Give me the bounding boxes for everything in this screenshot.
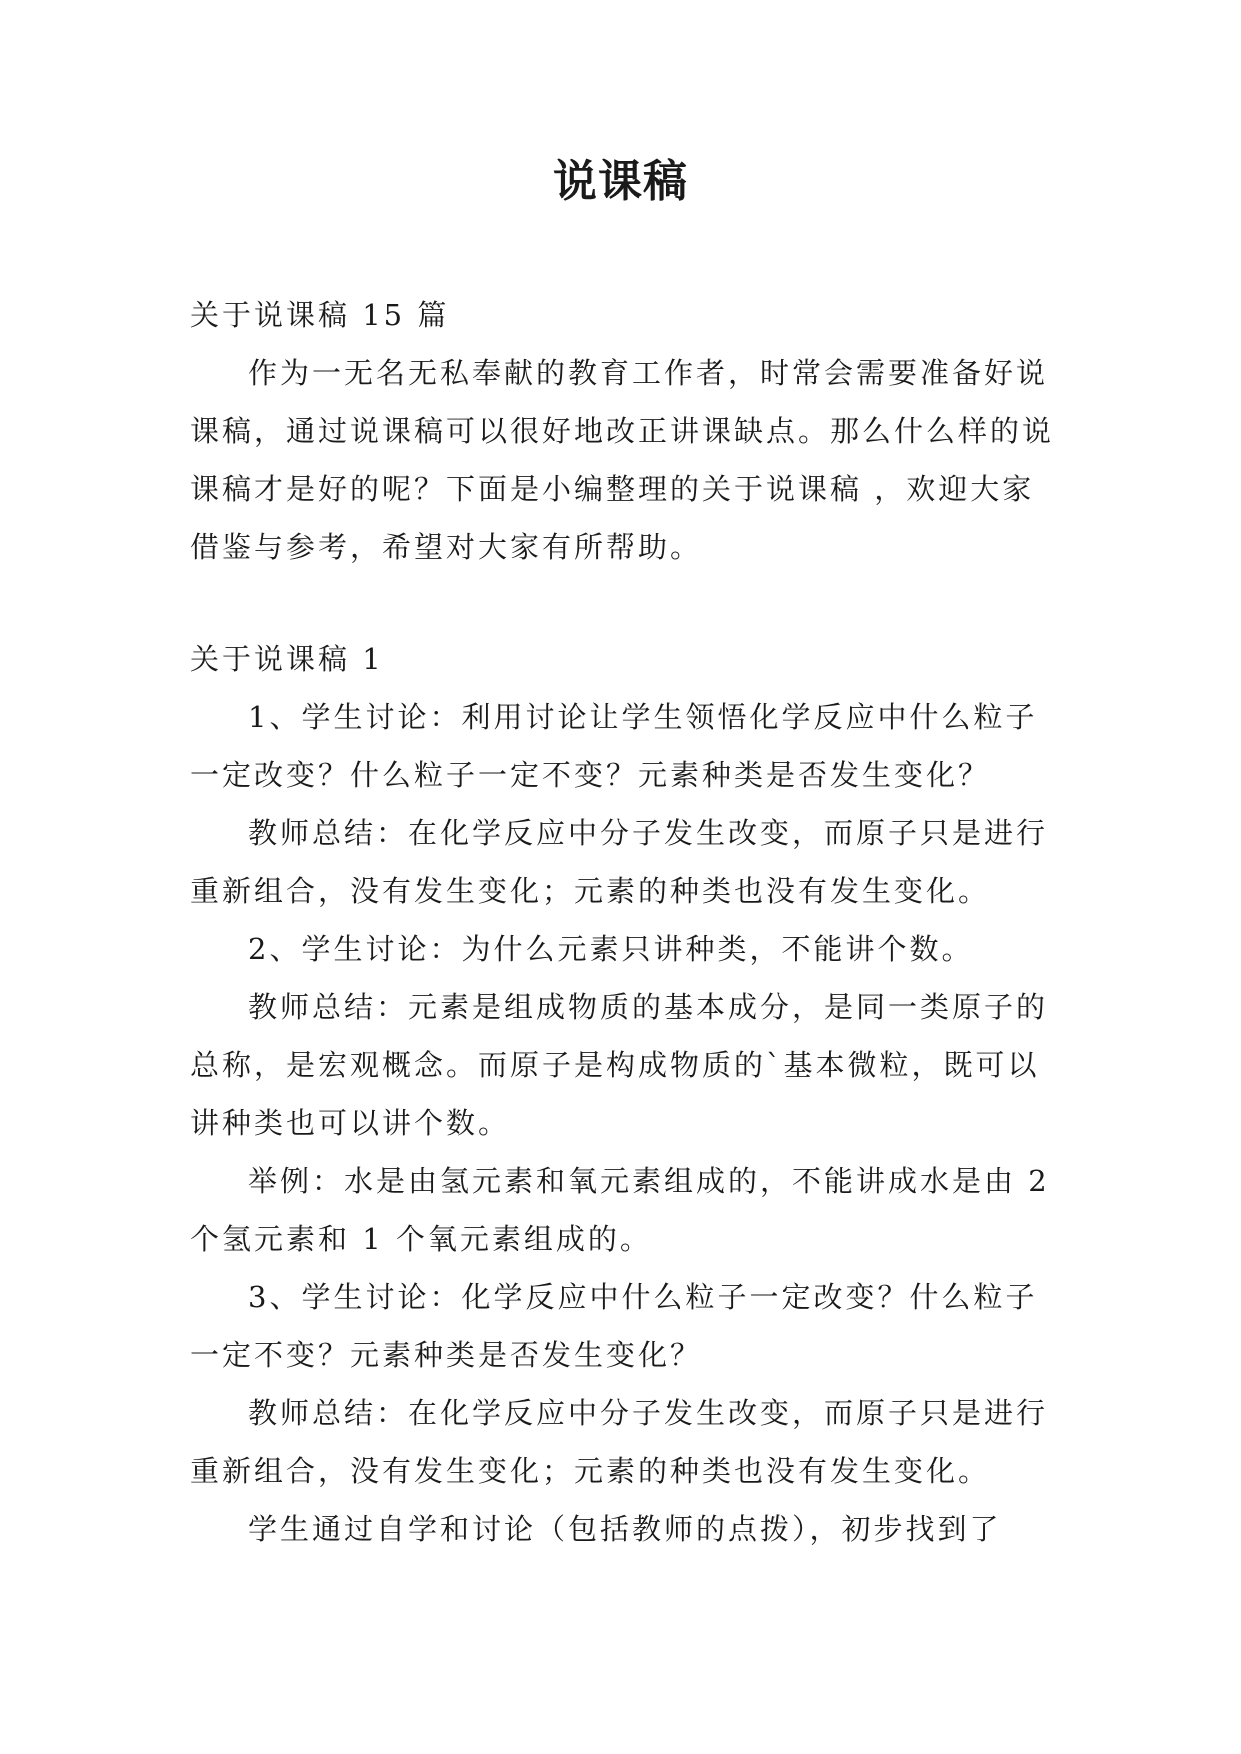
section-block xyxy=(190,630,1060,1558)
intro-block xyxy=(190,286,1060,576)
intro-heading: 关于说课稿 15 篇 xyxy=(190,298,450,332)
paragraph: 举例：水是由氢元素和氧元素组成的，不能讲成水是由 2 个氢元素和 1 个氧元素组成的。 xyxy=(190,1164,1050,1256)
paragraph: 2、学生讨论：为什么元素只讲种类，不能讲个数。 xyxy=(248,932,974,966)
section-heading: 关于说课稿 1 xyxy=(190,642,384,676)
paragraph: 教师总结：在化学反应中分子发生改变，而原子只是进行重新组合，没有发生变化；元素的种类也没有发生变化。 xyxy=(190,1396,1049,1488)
paragraph: 教师总结：在化学反应中分子发生改变，而原子只是进行重新组合，没有发生变化；元素的种类也没有发生变化。 xyxy=(190,816,1049,908)
paragraph: 学生通过自学和讨论（包括教师的点拨），初步找到了 xyxy=(248,1512,1002,1546)
page-title: 说课稿 xyxy=(553,156,688,207)
paragraph: 教师总结：元素是组成物质的基本成分，是同一类原子的总称，是宏观概念。而原子是构成物质的`基本微粒，既可以讲种类也可以讲个数。 xyxy=(190,990,1049,1140)
paragraph: 1、学生讨论：利用讨论让学生领悟化学反应中什么粒子一定改变？什么粒子一定不变？元素种类是否发生变化？ xyxy=(190,700,1038,792)
intro-paragraph: 作为一无名无私奉献的教育工作者，时常会需要准备好说课稿，通过说课稿可以很好地改正讲课缺点。那么什么样的说课稿才是好的呢？下面是小编整理的关于说课稿 ，欢迎大家借鉴与参考，希望对大家有所帮助。 xyxy=(190,356,1055,564)
paragraph: 3、学生讨论：化学反应中什么粒子一定改变？什么粒子一定不变？元素种类是否发生变化？ xyxy=(190,1280,1038,1372)
